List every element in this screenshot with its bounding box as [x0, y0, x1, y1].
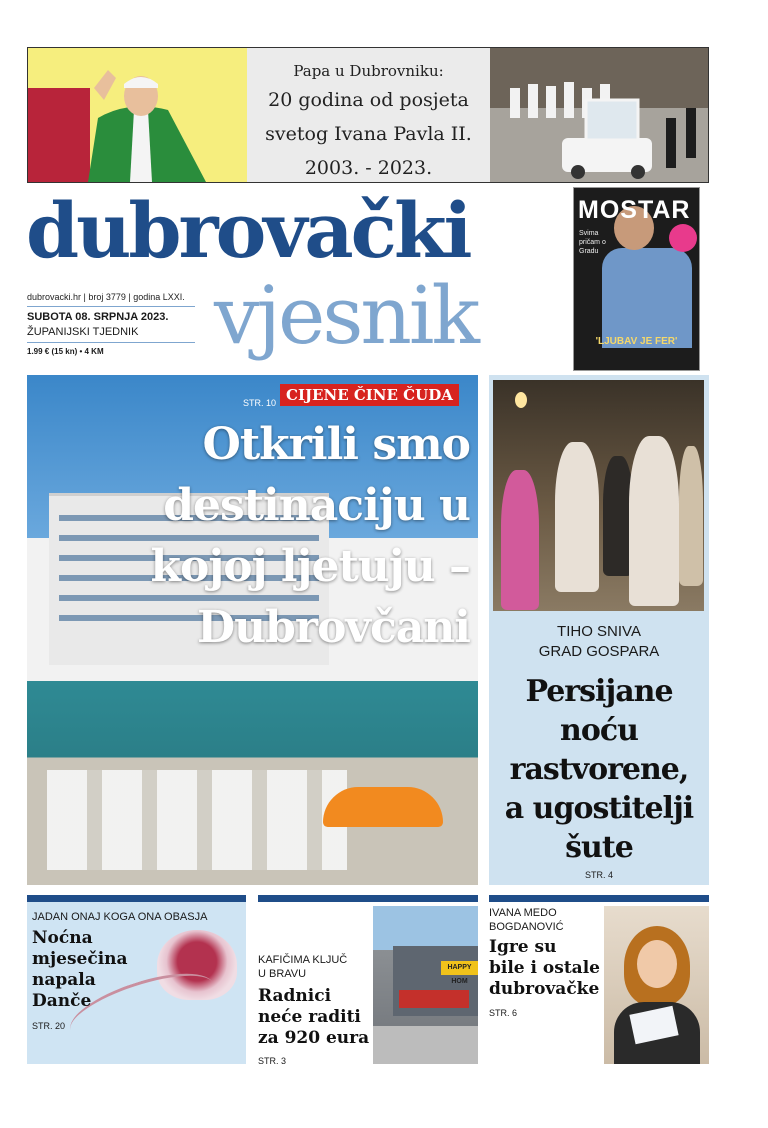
pope-visit-banner[interactable]: [27, 47, 709, 183]
interview-kicker: [489, 906, 604, 934]
woman-portrait-photo: [604, 906, 709, 1064]
magazine-quote: 'LJUBAV JE FER': [595, 336, 678, 347]
kicker-line: KAFIČIMA KLJUČ: [258, 954, 348, 966]
headline-line: Persijane: [525, 674, 673, 709]
headline-line: rastvorene,: [509, 752, 689, 787]
issue-price: 1.99 € (15 kn) • 4 KM: [27, 347, 104, 356]
side-story-headline[interactable]: [489, 672, 709, 867]
cover-person-shirt: [602, 248, 692, 348]
person-figure: [555, 442, 599, 592]
interview-page-ref: STR. 6: [489, 1008, 518, 1018]
banner-line-4: 2003. - 2023.: [304, 157, 433, 179]
issue-meta: dubrovacki.hr | broj 3779 | godina LXXI.: [27, 292, 185, 302]
road: [373, 1026, 478, 1064]
banner-line-3: svetog Ivana Pavla II.: [265, 123, 472, 145]
person-figure: [679, 446, 703, 586]
masthead-title[interactable]: dubrovački: [26, 186, 470, 275]
mostar-magazine-cover[interactable]: [573, 187, 700, 371]
divider: [27, 306, 195, 307]
side-story-kicker: [489, 622, 709, 662]
cafes-kicker: [258, 953, 373, 981]
headline-line: Otkrili smo: [202, 419, 470, 470]
main-story-headline[interactable]: [80, 414, 470, 658]
jellyfish-headline[interactable]: [32, 928, 152, 1012]
shop-building-photo: [373, 906, 478, 1064]
headline-line: bile i ostale: [489, 958, 600, 978]
kicker-line: TIHO SNIVA: [557, 623, 641, 640]
divider: [27, 342, 195, 343]
headline-line: Igre su: [489, 937, 557, 957]
headline-line: a ugostitelji: [504, 791, 694, 826]
magazine-title: MOSTAR: [578, 196, 691, 224]
headline-line: destinaciju u: [163, 480, 470, 531]
headline-line: za 920 eura: [258, 1028, 370, 1048]
section-bar: [258, 895, 478, 902]
headline-line: neće raditi: [258, 1007, 361, 1027]
pope-photo: [28, 48, 247, 182]
headline-line: Danče: [32, 991, 92, 1011]
headline-line: kojoj ljetuju –: [150, 541, 470, 592]
headline-line: Noćna: [32, 928, 93, 948]
main-story-kicker[interactable]: CIJENE ČINE ČUDA: [280, 384, 459, 406]
portrait-face: [637, 940, 677, 988]
interview-headline[interactable]: [489, 937, 604, 1000]
headline-line: napala: [32, 970, 96, 990]
main-story-page-ref: STR. 10: [243, 398, 277, 408]
jellyfish-kicker: JADAN ONAJ KOGA ONA OBASJA: [32, 911, 208, 923]
headline-line: mjesečina: [32, 949, 128, 969]
banner-line-1: Papa u Dubrovniku:: [293, 62, 444, 80]
popemobile-photo: [490, 48, 708, 182]
section-bar: [489, 895, 709, 902]
headline-line: dubrovačke: [489, 979, 600, 999]
issue-date: SUBOTA 08. SRPNJA 2023.: [27, 311, 169, 323]
kicker-line: U BRAVU: [258, 968, 307, 980]
nightlife-photo: [493, 380, 704, 611]
side-story-page-ref: STR. 4: [584, 870, 613, 880]
beach-loungers: [47, 770, 347, 870]
publication-type: ŽUPANIJSKI TJEDNIK: [27, 326, 139, 338]
headline-line: šute: [565, 830, 633, 865]
headline-line: Dubrovčani: [196, 602, 470, 653]
shop-sign: HAPPY HOM: [441, 961, 478, 975]
section-bar: [27, 895, 246, 902]
banner-line-2: 20 godina od posjeta: [268, 89, 469, 111]
person-figure: [501, 470, 539, 610]
jellyfish-page-ref: STR. 20: [32, 1021, 66, 1031]
kicker-line: GRAD GOSPARA: [538, 643, 660, 660]
beach-umbrella: [323, 787, 443, 827]
person-figure: [629, 436, 679, 606]
banner-text: [247, 48, 490, 182]
shop-front: [399, 990, 469, 1008]
masthead-subtitle[interactable]: vjesnik: [214, 269, 477, 362]
cafes-page-ref: STR. 3: [258, 1056, 287, 1066]
cafes-headline[interactable]: [258, 986, 373, 1049]
kicker-line: BOGDANOVIĆ: [489, 921, 564, 933]
kicker-line: IVANA MEDO: [489, 907, 557, 919]
headline-line: Radnici: [258, 986, 332, 1006]
lamp-icon: [515, 392, 527, 408]
cover-badge: [669, 224, 697, 252]
headline-line: noću: [560, 713, 638, 748]
magazine-subtitle: Svima pričam o Gradu: [579, 230, 606, 255]
